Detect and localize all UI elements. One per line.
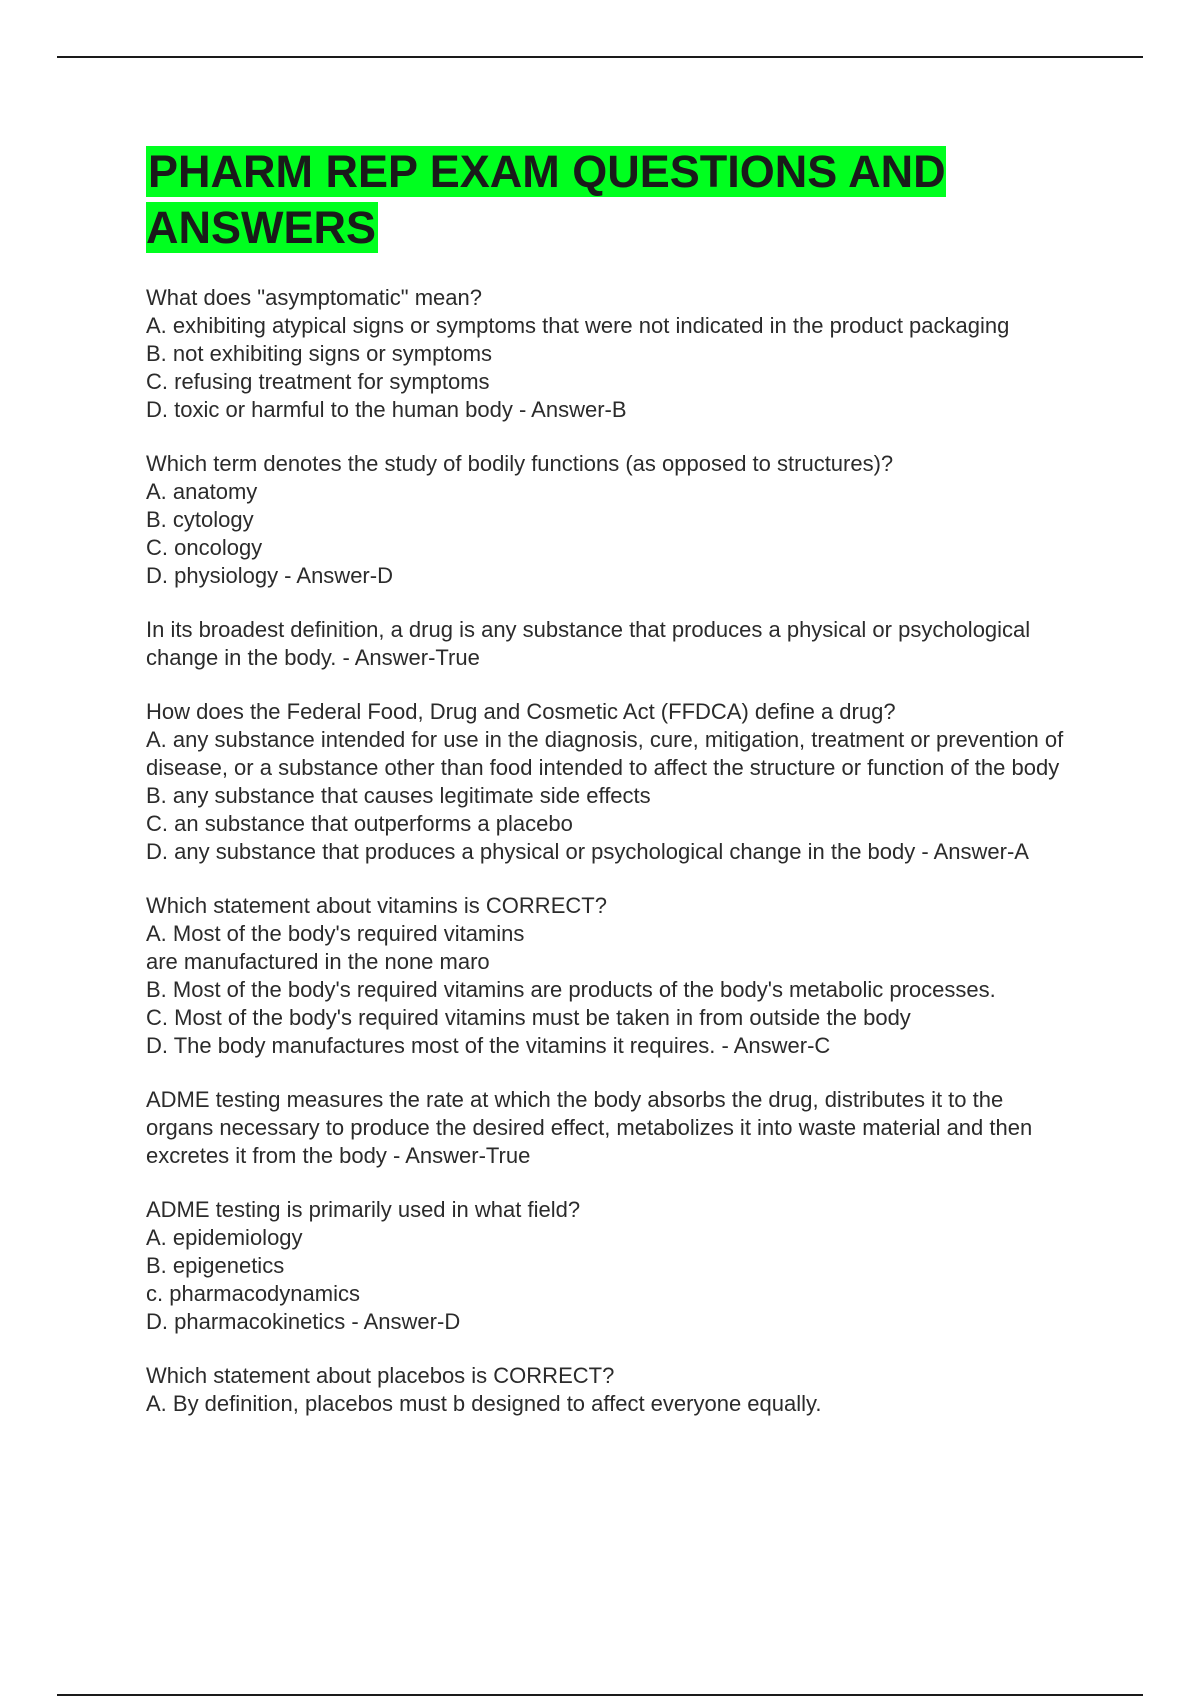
answer-option: D. any substance that produces a physical or psychological change in the body - Answer-A — [146, 839, 1029, 864]
document-body — [146, 144, 1066, 1444]
question-text: How does the Federal Food, Drug and Cosmetic Act (FFDCA) define a drug? — [146, 699, 896, 724]
question-block — [146, 1362, 1066, 1418]
question-text: In its broadest definition, a drug is any substance that produces a physical or psychological change in the body. - Answer-True — [146, 617, 1031, 670]
question-block — [146, 1086, 1066, 1170]
footer-rule — [57, 1694, 1143, 1696]
question-block — [146, 616, 1066, 672]
answer-option: are manufactured in the none maro — [146, 949, 490, 974]
answer-option: D. pharmacokinetics - Answer-D — [146, 1309, 461, 1334]
question-text: Which term denotes the study of bodily functions (as opposed to structures)? — [146, 451, 894, 476]
answer-option: B. epigenetics — [146, 1253, 285, 1278]
question-block — [146, 892, 1066, 1060]
answer-option: B. not exhibiting signs or symptoms — [146, 341, 493, 366]
question-text: What does "asymptomatic" mean? — [146, 285, 482, 310]
question-text: ADME testing is primarily used in what field? — [146, 1197, 581, 1222]
answer-option: A. anatomy — [146, 479, 258, 504]
question-block — [146, 284, 1066, 424]
answer-option: D. toxic or harmful to the human body - Answer-B — [146, 397, 627, 422]
answer-option: C. refusing treatment for symptoms — [146, 369, 490, 394]
answer-option: D. physiology - Answer-D — [146, 563, 393, 588]
question-block — [146, 698, 1066, 866]
question-text: Which statement about vitamins is CORRECT? — [146, 893, 607, 918]
title-highlight: PHARM REP EXAM QUESTIONS AND ANSWERS — [146, 146, 946, 253]
answer-option: A. any substance intended for use in the diagnosis, cure, mitigation, treatment or prevention of disease, or a substance other than food intended to affect the structure or function of the body — [146, 727, 1064, 780]
answer-option: B. any substance that causes legitimate side effects — [146, 783, 651, 808]
document-title — [146, 144, 1066, 256]
answer-option: A. Most of the body's required vitamins — [146, 921, 525, 946]
answer-option: c. pharmacodynamics — [146, 1281, 360, 1306]
answer-option: C. an substance that outperforms a placebo — [146, 811, 573, 836]
answer-option: D. The body manufactures most of the vitamins it requires. - Answer-C — [146, 1033, 831, 1058]
answer-option: B. Most of the body's required vitamins are products of the body's metabolic processes. — [146, 977, 996, 1002]
answer-option: C. oncology — [146, 535, 263, 560]
question-block — [146, 1196, 1066, 1336]
answer-option: A. By definition, placebos must b designed to affect everyone equally. — [146, 1391, 822, 1416]
question-text: Which statement about placebos is CORRECT? — [146, 1363, 615, 1388]
answer-option: A. epidemiology — [146, 1225, 303, 1250]
question-text: ADME testing measures the rate at which the body absorbs the drug, distributes it to the organs necessary to produce the desired effect, metabolizes it into waste material and then excretes it from the body - Answer-True — [146, 1087, 1033, 1168]
header-rule — [57, 56, 1143, 58]
answer-option: C. Most of the body's required vitamins must be taken in from outside the body — [146, 1005, 911, 1030]
answer-option: B. cytology — [146, 507, 254, 532]
answer-option: A. exhibiting atypical signs or symptoms that were not indicated in the product packaging — [146, 313, 1010, 338]
question-block — [146, 450, 1066, 590]
